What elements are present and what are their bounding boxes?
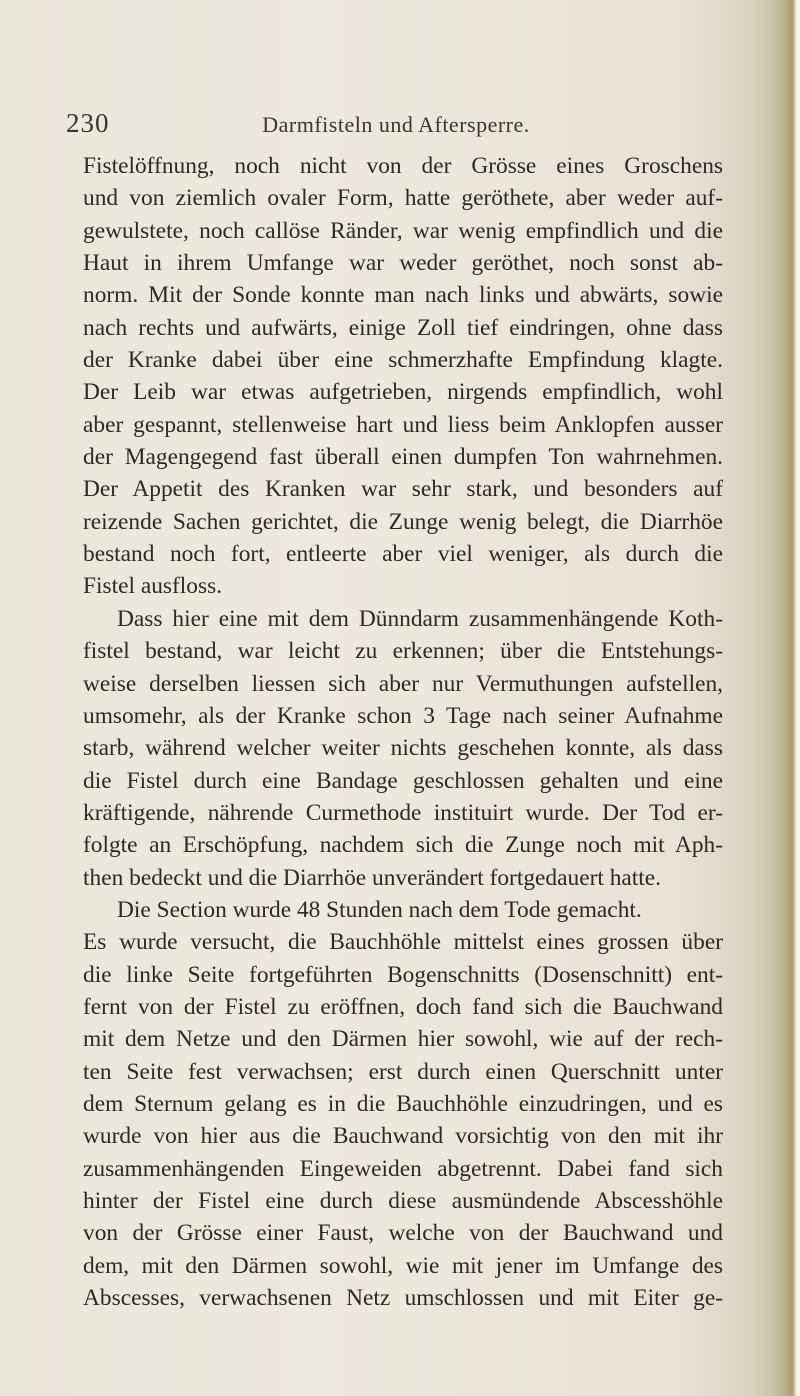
text-line: then bedeckt und die Diarrhöe unverändert fortgedauert hatte. <box>83 864 662 891</box>
text-line: der Kranke dabei über eine schmerzhafte Empfindung klagte. <box>83 347 723 374</box>
text-line: weise derselben liessen sich aber nur Vermuthungen aufstellen, <box>83 670 723 697</box>
text-line: Haut in ihrem Umfange war weder geröthet, noch sonst ab- <box>83 250 723 277</box>
text-line: nach rechts und aufwärts, einige Zoll tief eindringen, ohne dass <box>83 314 723 341</box>
page-header <box>66 108 726 142</box>
text-line: Fistel ausfloss. <box>83 573 223 600</box>
text-line: folgte an Erschöpfung, nachdem sich die Zunge noch mit Aph- <box>83 832 723 859</box>
text-line: Der Leib war etwas aufgetrieben, nirgends empfindlich, wohl <box>83 379 723 406</box>
text-line: Abscesses, verwachsenen Netz umschlossen und mit Eiter ge- <box>83 1285 723 1312</box>
text-line: bestand noch fort, entleerte aber viel weniger, als durch die <box>83 541 723 568</box>
text-line: fistel bestand, war leicht zu erkennen; über die Entstehungs- <box>83 638 723 665</box>
text-line: Fistelöffnung, noch nicht von der Grösse eines Groschens <box>83 153 723 179</box>
text-line: reizende Sachen gerichtet, die Zunge wenig belegt, die Diarrhöe <box>83 508 723 535</box>
page-edge-shadow <box>770 0 800 1396</box>
text-line: dem, mit den Därmen sowohl, wie mit jener im Umfange des <box>83 1252 723 1279</box>
text-line: zusammenhängenden Eingeweiden abgetrennt. Dabei fand sich <box>83 1155 723 1182</box>
text-line: die Fistel durch eine Bandage geschlossen gehalten und eine <box>83 767 723 794</box>
text-line: dem Sternum gelang es in die Bauchhöhle einzudringen, und es <box>83 1090 723 1117</box>
text-line: umsomehr, als der Kranke schon 3 Tage nach seiner Aufnahme <box>83 702 723 729</box>
text-line: hinter der Fistel eine durch diese ausmündende Abscesshöhle <box>83 1188 723 1214</box>
text-line: Die Section wurde 48 Stunden nach dem Tode gemacht. <box>117 896 642 923</box>
text-line: der Magengegend fast überall einen dumpfen Ton wahrnehmen. <box>83 444 723 471</box>
text-line: von der Grösse einer Faust, welche von der Bauchwand und <box>83 1220 723 1247</box>
text-line: starb, während welcher weiter nichts geschehen konnte, als dass <box>83 735 723 762</box>
text-line: fernt von der Fistel zu eröffnen, doch fand sich die Bauchwand <box>83 993 723 1020</box>
text-line: Es wurde versucht, die Bauchhöhle mittelst eines grossen über <box>83 929 723 956</box>
text-line: Der Appetit des Kranken war sehr stark, und besonders auf <box>83 476 723 503</box>
page-number: 230 <box>66 108 110 138</box>
text-line: und von ziemlich ovaler Form, hatte geröthete, aber weder auf- <box>83 185 723 212</box>
text-line: Dass hier eine mit dem Dünndarm zusammenhängende Koth- <box>117 605 723 632</box>
text-line: norm. Mit der Sonde konnte man nach links und abwärts, sowie <box>83 282 723 309</box>
text-line: die linke Seite fortgeführten Bogenschnitts (Dosenschnitt) ent- <box>83 961 723 988</box>
text-line: wurde von hier aus die Bauchwand vorsichtig von den mit ihr <box>83 1123 723 1150</box>
text-line: ten Seite fest verwachsen; erst durch einen Querschnitt unter <box>83 1058 723 1085</box>
running-head: Darmfisteln und Aftersperre. <box>262 112 530 137</box>
text-line: kräftigende, nährende Curmethode instituirt wurde. Der Tod er- <box>83 799 723 826</box>
body-text <box>83 150 723 1314</box>
text-line: mit dem Netze und den Därmen hier sowohl, wie auf der rech- <box>83 1026 723 1053</box>
text-line: gewulstete, noch callöse Ränder, war wenig empfindlich und die <box>83 217 723 244</box>
text-line: aber gespannt, stellenweise hart und liess beim Anklopfen ausser <box>83 411 723 438</box>
